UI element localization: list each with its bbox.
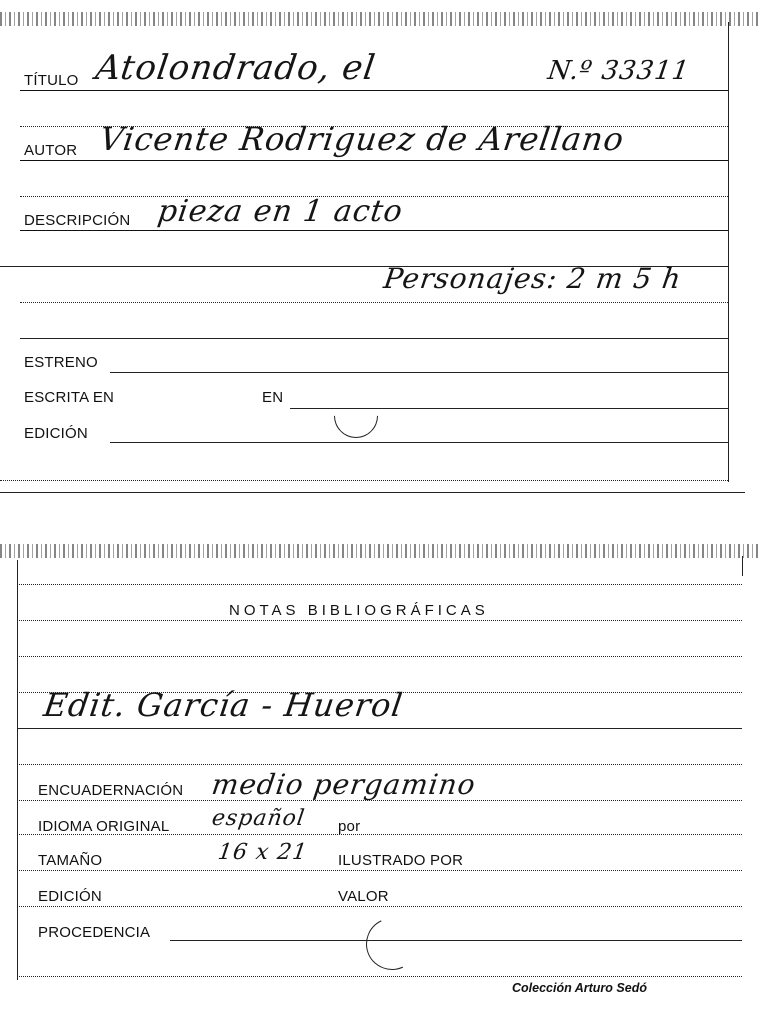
torn-edge	[0, 544, 759, 558]
procedencia-label: PROCEDENCIA	[38, 924, 151, 941]
idioma-value: español	[210, 806, 307, 831]
punch-hole	[325, 385, 387, 447]
en-label: EN	[262, 389, 284, 406]
titulo-value: Atolondrado, el	[93, 48, 379, 88]
encuadernacion-value: medio pergamino	[209, 768, 478, 801]
encuadernacion-label: ENCUADERNACIÓN	[38, 782, 184, 799]
punch-hole	[359, 911, 426, 978]
personajes-value: Personajes: 2 m 5 h	[381, 262, 684, 295]
card-border	[728, 22, 729, 482]
escrita-en-label: ESCRITA EN	[24, 389, 115, 406]
coleccion-caption: Colección Arturo Sedó	[512, 981, 647, 995]
idioma-label: IDIOMA ORIGINAL	[38, 818, 170, 835]
tamano-label: TAMAÑO	[38, 852, 103, 869]
card-border	[17, 560, 18, 980]
notas-heading: NOTAS BIBLIOGRÁFICAS	[229, 602, 489, 619]
torn-edge	[0, 12, 759, 26]
ilustrado-label: ILUSTRADO POR	[338, 852, 464, 869]
estreno-label: ESTRENO	[24, 354, 98, 371]
edicion-label: EDICIÓN	[24, 425, 88, 442]
valor-label: VALOR	[338, 888, 389, 905]
titulo-label: TÍTULO	[24, 72, 79, 89]
nota-editorial: Edit. García - Huerol	[41, 686, 406, 724]
autor-value: Vicente Rodriguez de Arellano	[97, 120, 627, 158]
tamano-value: 16 x 21	[216, 840, 310, 865]
por-label: por	[338, 818, 361, 835]
descripcion-value: pieza en 1 acto	[155, 194, 406, 229]
autor-label: AUTOR	[24, 142, 78, 159]
edicion-label-2: EDICIÓN	[38, 888, 102, 905]
card-border-right	[742, 556, 743, 576]
catalog-number: N.º 33311	[545, 56, 692, 86]
descripcion-label: DESCRIPCIÓN	[24, 212, 131, 229]
